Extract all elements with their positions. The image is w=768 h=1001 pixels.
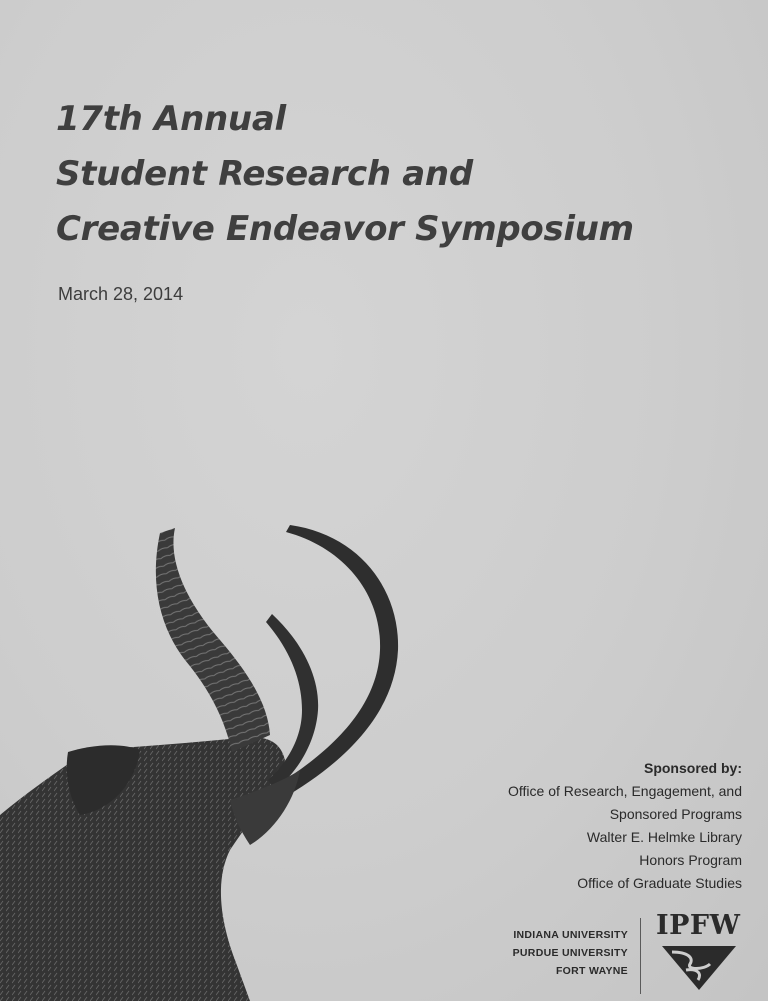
title-line-1: 17th Annual <box>56 99 286 139</box>
university-line: INDIANA UNIVERSITY <box>513 929 628 941</box>
sponsor-item: Honors Program <box>639 852 742 868</box>
mastodon-head <box>0 737 285 1001</box>
title-line-3: Creative Endeavor Symposium <box>56 209 634 249</box>
sponsor-item: Office of Graduate Studies <box>577 875 742 891</box>
ipfw-logo-icon <box>660 944 738 994</box>
logo-divider <box>640 918 641 994</box>
sponsors-block <box>402 757 742 895</box>
mastodon-illustration <box>0 500 420 1001</box>
university-line: PURDUE UNIVERSITY <box>512 947 628 959</box>
ipfw-logo-text: IPFW <box>656 910 741 941</box>
event-date: March 28, 2014 <box>58 284 184 304</box>
title-line-2: Student Research and <box>56 154 473 194</box>
sponsors-heading: Sponsored by: <box>643 760 742 776</box>
university-name <box>486 926 628 980</box>
sponsor-item: Walter E. Helmke Library <box>586 829 742 845</box>
sponsor-item: Office of Research, Engagement, and <box>508 783 742 799</box>
university-line: FORT WAYNE <box>555 965 628 977</box>
sponsor-item: Sponsored Programs <box>609 806 742 822</box>
mastodon-trunk <box>156 528 270 752</box>
symposium-title <box>56 92 634 257</box>
